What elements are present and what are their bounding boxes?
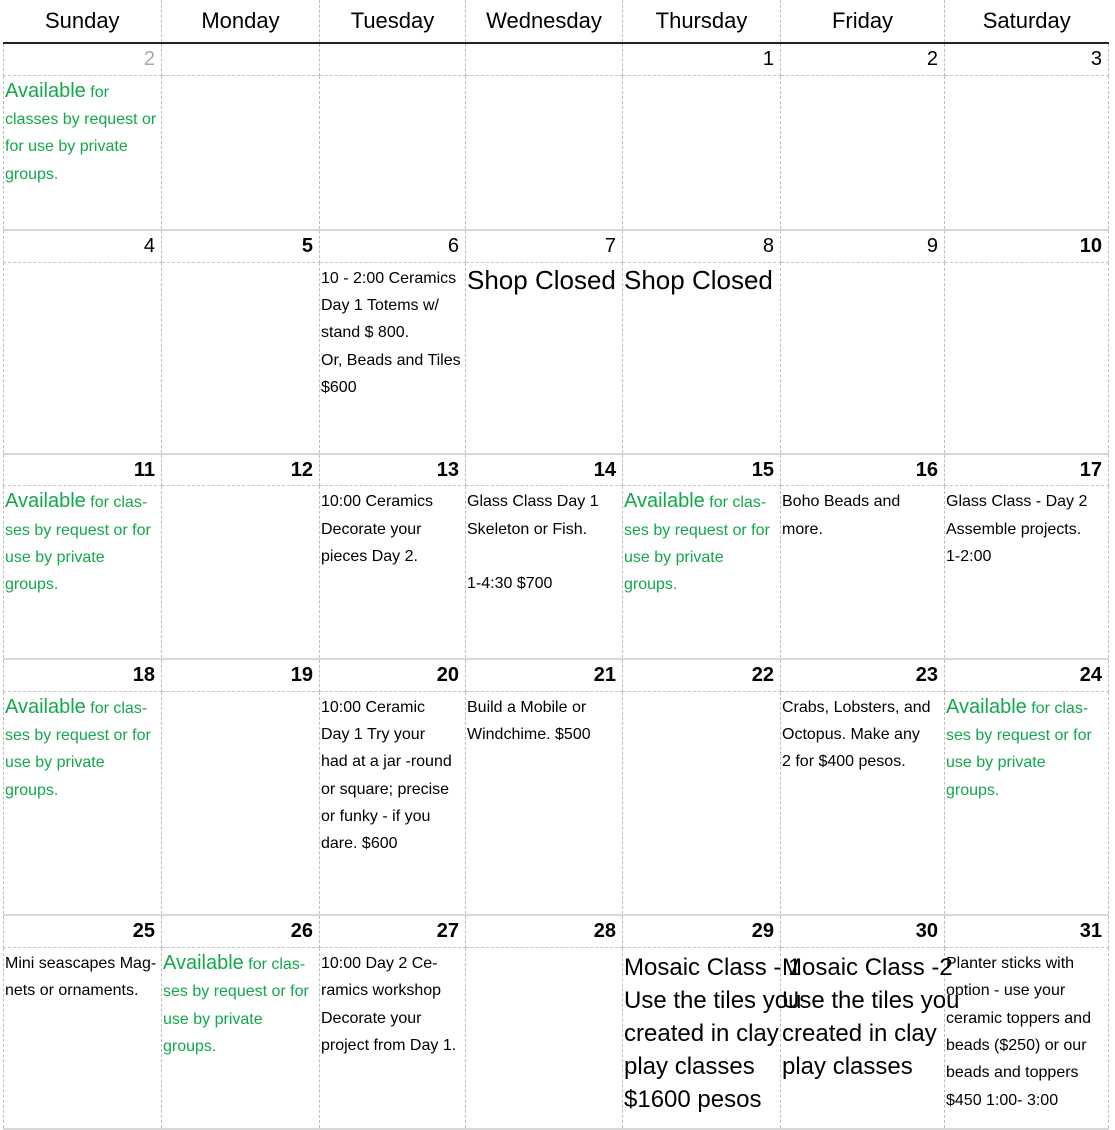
event-line: groups. — [5, 165, 59, 183]
event-line: classes by request or — [5, 110, 157, 128]
event-line: Available for clas- — [5, 490, 148, 513]
event-line: project from Day 1. — [321, 1036, 457, 1054]
event-line: Decorate your — [321, 1009, 422, 1027]
event-text — [320, 486, 465, 570]
event-line: ceramic toppers and — [946, 1009, 1091, 1027]
day-cell[interactable] — [162, 262, 320, 454]
day-number: 10 — [945, 230, 1109, 262]
event-line: Mosaic Class - 1 — [624, 954, 802, 982]
event-line: groups. — [624, 576, 678, 594]
event-line: pieces Day 2. — [321, 547, 418, 565]
event-line: Octopus. Make any — [782, 725, 920, 743]
event-line: groups. — [5, 781, 59, 799]
event-line: beads ($250) or our — [946, 1036, 1087, 1054]
event-line: Mini seascapes Mag- — [5, 955, 157, 973]
week-2-date-row — [4, 230, 1109, 262]
week-2-events-row — [4, 262, 1109, 454]
day-cell[interactable] — [320, 691, 466, 915]
day-cell[interactable] — [4, 486, 162, 659]
day-cell[interactable] — [945, 75, 1109, 230]
event-line: ses by request or for — [624, 521, 770, 539]
day-number: 6 — [320, 230, 466, 262]
day-cell[interactable] — [466, 486, 623, 659]
event-line: 1-4:30 $700 — [467, 575, 553, 593]
day-cell[interactable] — [945, 948, 1109, 1129]
day-cell[interactable] — [162, 486, 320, 659]
event-text — [623, 263, 780, 297]
event-line: or square; precise — [321, 780, 450, 798]
weekday-wednesday: Wednesday — [466, 0, 623, 43]
availability-note — [162, 948, 319, 1060]
event-line: Available for clas- — [946, 695, 1089, 718]
day-number: 29 — [623, 915, 781, 947]
event-line: Glass Class Day 1 — [467, 493, 599, 511]
event-text — [466, 692, 622, 749]
event-line: 10:00 Ceramics — [321, 493, 434, 511]
day-number: 25 — [4, 915, 162, 947]
event-line: ses by request or for — [5, 521, 151, 539]
day-number: 3 — [945, 43, 1109, 75]
day-cell[interactable] — [320, 948, 466, 1129]
event-text — [320, 948, 465, 1059]
day-number: 8 — [623, 230, 781, 262]
weekday-tuesday: Tuesday — [320, 0, 466, 43]
day-number: 23 — [781, 659, 945, 691]
day-cell[interactable] — [4, 75, 162, 230]
day-cell[interactable] — [623, 262, 781, 454]
event-line: created in clay — [782, 1020, 937, 1048]
day-number: 18 — [4, 659, 162, 691]
availability-note — [623, 486, 780, 598]
event-text — [781, 486, 944, 543]
event-line: ses by request or for — [946, 726, 1092, 744]
event-line: play classes — [782, 1053, 913, 1081]
event-line: play classes — [624, 1053, 755, 1081]
day-cell[interactable] — [945, 262, 1109, 454]
day-cell[interactable] — [945, 486, 1109, 659]
event-line: beads and toppers — [946, 1064, 1079, 1082]
day-cell[interactable] — [623, 948, 802, 1129]
day-number: 31 — [945, 915, 1109, 947]
day-cell[interactable] — [320, 262, 466, 454]
weekday-sunday: Sunday — [4, 0, 162, 43]
event-line: Available for clas- — [624, 490, 767, 513]
day-number: 26 — [162, 915, 320, 947]
day-number: 2 — [4, 43, 162, 75]
event-line: $600 — [321, 378, 357, 396]
event-line: Crabs, Lobsters, and — [782, 698, 931, 716]
day-number: 20 — [320, 659, 466, 691]
event-line: more. — [782, 520, 823, 538]
event-text — [320, 263, 465, 401]
week-3-events-row — [4, 486, 1109, 659]
event-line: Build a Mobile or — [467, 698, 587, 716]
day-cell[interactable] — [623, 75, 781, 230]
day-number: 9 — [781, 230, 945, 262]
event-line: $450 1:00- 3:00 — [946, 1091, 1059, 1109]
event-text — [623, 948, 802, 1116]
week-4-events-row — [4, 691, 1109, 915]
week-3-date-row — [4, 454, 1109, 486]
event-line: nets or ornaments. — [5, 982, 139, 1000]
week-1-date-row — [4, 43, 1109, 75]
day-number: 12 — [162, 454, 320, 486]
day-number: 2 — [781, 43, 945, 75]
event-text — [4, 948, 161, 1005]
event-line: ses by request or for — [5, 726, 151, 744]
event-line: Skeleton or Fish. — [467, 520, 588, 538]
day-cell[interactable] — [945, 691, 1109, 915]
day-cell[interactable] — [466, 691, 623, 915]
day-number: 28 — [466, 915, 623, 947]
day-number: 30 — [781, 915, 945, 947]
weekday-saturday: Saturday — [945, 0, 1109, 43]
event-line: option - use your — [946, 982, 1066, 1000]
event-line: 10:00 Day 2 Ce- — [321, 955, 438, 973]
event-line: use by private — [624, 548, 724, 566]
day-number: 7 — [466, 230, 623, 262]
event-line: Available for — [5, 79, 109, 102]
day-cell[interactable] — [466, 262, 623, 454]
event-line: use by private — [5, 548, 105, 566]
event-line: Windchime. $500 — [467, 725, 591, 743]
event-line: or funky - if you — [321, 807, 431, 825]
event-line: Or, Beads and Tiles — [321, 351, 461, 369]
day-cell[interactable] — [623, 691, 781, 915]
event-line: Use the tiles you — [624, 987, 802, 1015]
event-line: groups. — [5, 576, 59, 594]
week-4-date-row — [4, 659, 1109, 691]
day-cell[interactable] — [781, 75, 945, 230]
day-cell[interactable] — [320, 486, 466, 659]
event-line: groups. — [163, 1037, 217, 1055]
event-line: Glass Class - Day 2 — [946, 493, 1088, 511]
day-cell[interactable] — [162, 948, 320, 1129]
event-text — [466, 486, 622, 597]
event-text — [945, 486, 1108, 570]
day-cell[interactable] — [781, 262, 945, 454]
event-line: ses by request or for — [163, 983, 309, 1001]
event-line: Available for clas- — [163, 952, 306, 975]
event-line: Boho Beads and — [782, 493, 901, 511]
event-line: Use the tiles you — [782, 987, 960, 1015]
week-5-events-row — [4, 948, 1109, 1129]
weekday-header-row — [4, 0, 1109, 43]
event-line: Shop Closed — [624, 264, 773, 295]
event-line: use by private — [5, 754, 105, 772]
day-number — [466, 43, 623, 75]
event-line: use by private — [946, 754, 1046, 772]
event-text — [781, 692, 944, 776]
event-line: Available for clas- — [5, 695, 148, 718]
day-number: 24 — [945, 659, 1109, 691]
week-1-events-row — [4, 75, 1109, 230]
event-line: stand $ 800. — [321, 324, 410, 342]
day-number: 11 — [4, 454, 162, 486]
event-line: had at a jar -round — [321, 753, 452, 771]
day-number: 22 — [623, 659, 781, 691]
event-line: Day 1 Totems w/ — [321, 296, 439, 314]
event-line: 10:00 Ceramic — [321, 698, 426, 716]
event-line: 1-2:00 — [946, 547, 992, 565]
event-line: ramics workshop — [321, 982, 442, 1000]
calendar-grid — [3, 0, 1109, 1130]
day-cell[interactable] — [781, 486, 945, 659]
event-line: use by private — [163, 1010, 263, 1028]
availability-note — [4, 76, 161, 188]
day-cell[interactable] — [162, 691, 320, 915]
event-text — [466, 263, 622, 297]
event-line: Planter sticks with — [946, 955, 1075, 973]
event-line: $1600 pesos — [624, 1086, 762, 1114]
availability-note — [4, 486, 161, 598]
day-cell[interactable] — [162, 75, 320, 230]
event-line — [467, 543, 622, 570]
day-number: 17 — [945, 454, 1109, 486]
day-number: 4 — [4, 230, 162, 262]
day-cell[interactable] — [466, 75, 623, 230]
event-text — [781, 948, 960, 1083]
availability-note — [4, 692, 161, 804]
weekday-thursday: Thursday — [623, 0, 781, 43]
day-cell[interactable] — [4, 691, 162, 915]
event-line: dare. $600 — [321, 835, 398, 853]
weekday-monday: Monday — [162, 0, 320, 43]
event-line: 10 - 2:00 Ceramics — [321, 269, 457, 287]
day-cell[interactable] — [4, 948, 162, 1129]
event-line: groups. — [946, 781, 1000, 799]
day-number — [162, 43, 320, 75]
day-number: 13 — [320, 454, 466, 486]
day-number: 27 — [320, 915, 466, 947]
day-number: 5 — [162, 230, 320, 262]
day-number — [320, 43, 466, 75]
week-5-date-row — [4, 915, 1109, 947]
day-cell[interactable] — [320, 75, 466, 230]
day-cell[interactable] — [623, 486, 781, 659]
availability-note — [945, 692, 1108, 804]
event-line: Mosaic Class -2 — [782, 954, 953, 982]
event-line: Assemble projects. — [946, 520, 1082, 538]
weekday-friday: Friday — [781, 0, 945, 43]
day-cell[interactable] — [781, 691, 945, 915]
event-line: created in clay — [624, 1020, 779, 1048]
day-number: 16 — [781, 454, 945, 486]
event-line: Decorate your — [321, 520, 422, 538]
day-cell[interactable] — [4, 262, 162, 454]
event-line: Day 1 Try your — [321, 725, 426, 743]
day-number: 1 — [623, 43, 781, 75]
day-number: 21 — [466, 659, 623, 691]
day-number: 14 — [466, 454, 623, 486]
event-line: for use by private — [5, 138, 128, 156]
event-text — [320, 692, 465, 858]
day-number: 19 — [162, 659, 320, 691]
event-line: 2 for $400 pesos. — [782, 753, 906, 771]
day-cell[interactable] — [781, 948, 960, 1129]
event-text — [945, 948, 1108, 1114]
event-line: Shop Closed — [467, 264, 616, 295]
day-number: 15 — [623, 454, 781, 486]
day-cell[interactable] — [466, 948, 623, 1129]
